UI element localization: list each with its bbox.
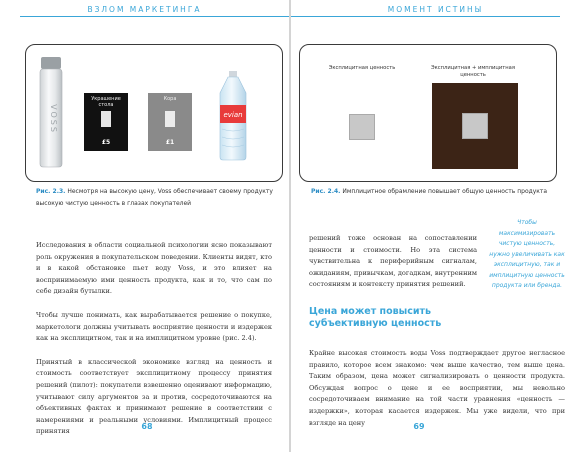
product-square-framed xyxy=(462,113,488,139)
figure-caption-text: Несмотря на высокую цену, Voss обеспечивает своему продукту высокую чистую ценность в глазах покупателей xyxy=(36,188,273,207)
dark-frame xyxy=(432,83,518,169)
card-expensive-title: Украшение стола xyxy=(91,96,121,108)
section-subheading: Цена может повысить субъективную ценность xyxy=(309,306,442,329)
page-number-left: 68 xyxy=(141,422,153,431)
bottle-thumbnail xyxy=(165,111,175,127)
paragraph: Чтобы лучше понимать, как вырабатывается решение о покупке, маркетологи должны учитывать восприятие ценности и издержек как на эксплицитном, так и на имплицитном уровне (рис. 2.4). xyxy=(36,310,272,343)
card-expensive-price: £5 xyxy=(101,139,111,146)
evian-logo-text: evian xyxy=(223,111,243,119)
figure-voss-comparison xyxy=(25,44,283,182)
margin-note: Чтобы максимизировать чистую ценность, нужно увеличивать как эксплицитную, так и имплицитную ценность продукта или бренда. xyxy=(489,219,565,289)
card-cheap xyxy=(148,93,192,151)
right-body-text-1 xyxy=(309,233,477,291)
paragraph: Исследования в области социальной психологии ясно показывают роль окружения в покупательском поведении. Клиенты видят, кто и в какой обстановке пьет воду Voss, и это влияет на воспринимаемую ими ценность продукта, как и то, что сам по себе дизайн бутылки. xyxy=(36,241,272,296)
paragraph: Крайне высокая стоимость воды Voss подтверждает другое негласное правило, которое всем знакомо: чем выше качество, тем выше цена. Таким образом, цена может сигнализировать о ценности продукта. Обсуждая вопрос о цене и ее восприятии, мы невольно сосредоточиваем внимание на той части уравнения «ценность — издержки», которая касается издержек. Мы уже видели, что при взгляде на цену xyxy=(309,349,565,427)
right-body-text-2 xyxy=(309,348,565,429)
product-square-plain xyxy=(349,114,375,140)
header-rule-right xyxy=(291,16,560,17)
right-page xyxy=(291,0,580,452)
figure-caption-right xyxy=(311,186,561,198)
left-page xyxy=(0,0,289,452)
label-combined-value: Эксплицитная + имплицитная ценность xyxy=(431,65,515,78)
figure-label: Рис. 2.4. xyxy=(311,188,341,195)
card-cheap-price: £1 xyxy=(165,139,175,146)
voss-bottle-image xyxy=(38,57,64,169)
page-number-right: 69 xyxy=(413,422,425,431)
figure-caption-text: Имплицитное обрамление повышает общую ценность продукта xyxy=(340,188,548,195)
card-cheap-title: Кора xyxy=(163,96,177,102)
running-head-left: ВЗЛОМ МАРКЕТИНГА xyxy=(87,5,202,14)
header-rule-left xyxy=(20,16,289,17)
paragraph: Принятый в классической экономике взгляд на ценность и стоимость соответствует эксплицитному процессу принятия решений (пилот): покупатели взвешенно оценивают информацию, учитывают силу аргументов за и против, сосредоточиваются на объективных фактах и принимают решение в соответствии с намерениями и реальными условиями. Имплицитный процесс принятия xyxy=(36,357,272,436)
figure-label: Рис. 2.3. xyxy=(36,188,66,195)
left-body-text xyxy=(36,240,272,450)
label-explicit-value: Эксплицитная ценность xyxy=(328,65,396,71)
figure-value-framing xyxy=(299,44,557,182)
card-expensive xyxy=(84,93,128,151)
voss-logo-text: VOSS xyxy=(49,104,58,134)
bottle-thumbnail xyxy=(101,111,111,127)
evian-bottle-image xyxy=(216,71,250,161)
running-head-right: МОМЕНТ ИСТИНЫ xyxy=(387,5,484,14)
paragraph: решений тоже основан на сопоставлении ценности и стоимости. Но эта система чувствительна к периферийным сигналам, ожиданиям, привычкам, догадкам, внутренним состояниям и контексту принятия решений. xyxy=(309,234,477,289)
figure-caption-left xyxy=(36,186,280,210)
